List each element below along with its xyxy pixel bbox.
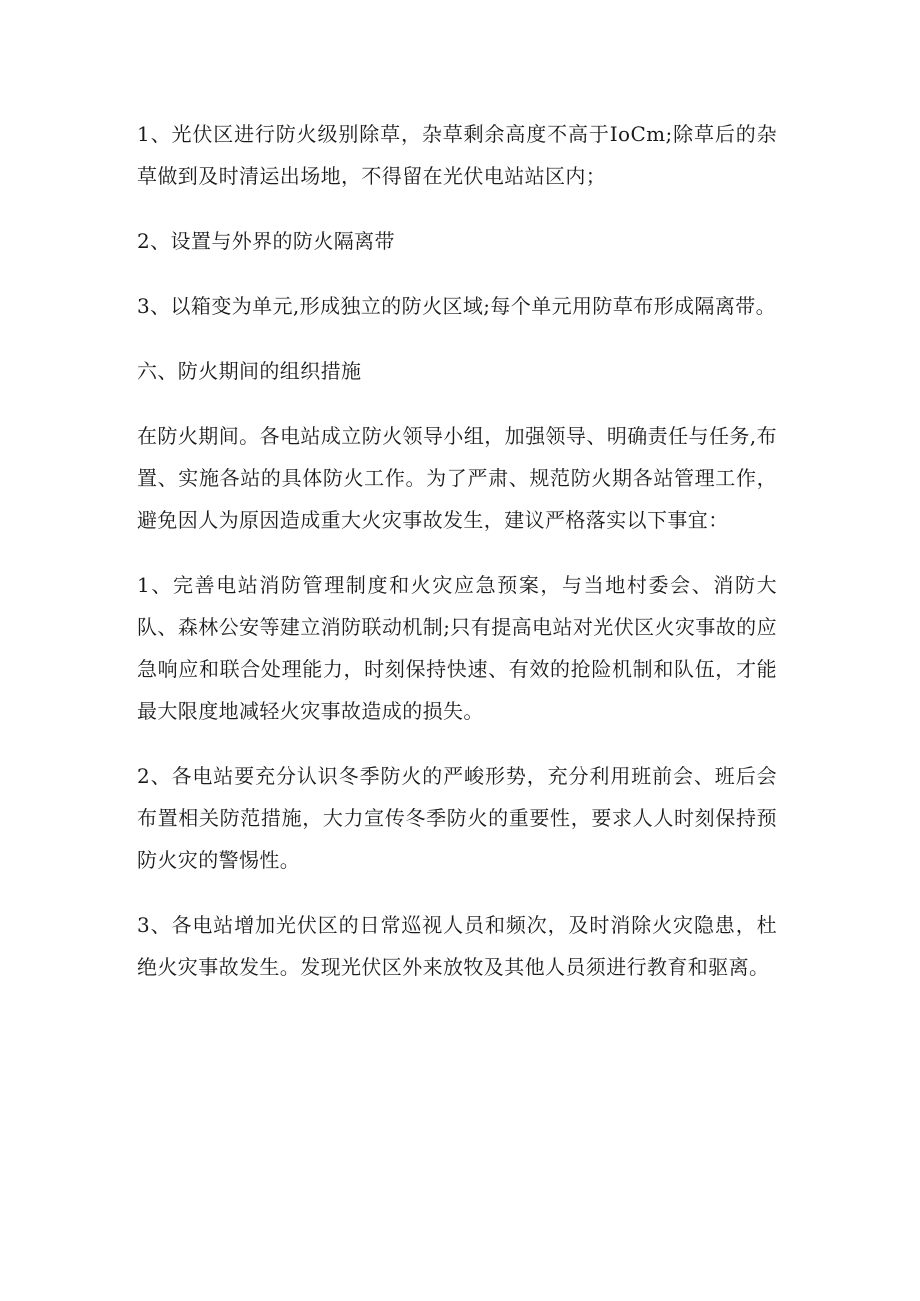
paragraph-item-3: 3、各电站增加光伏区的日常巡视人员和频次，及时消除火灾隐患，杜绝火灾事故发生。发现光伏区外来放牧及其他人员须进行教育和驱离。	[137, 913, 777, 979]
paragraph-weeding: 1、光伏区进行防火级别除草，杂草剩余高度不高于IoCm;除草后的杂草做到及时清运出场地，不得留在光伏电站站区内；	[137, 122, 777, 188]
section-heading: 六、防火期间的组织措施	[137, 359, 362, 383]
document-body	[137, 113, 777, 1011]
paragraph-fire-zones: 3、以箱变为单元,形成独立的防火区域;每个单元用防草布形成隔离带。	[137, 294, 777, 318]
paragraph-intro: 在防火期间。各电站成立防火领导小组，加强领导、明确责任与任务,布置、实施各站的具体防火工作。为了严肃、规范防火期各站管理工作，避免因人为原因造成重大火灾事故发生，建议严格落实以下事宜：	[137, 424, 777, 532]
paragraph-item-2: 2、各电站要充分认识冬季防火的严峻形势，充分利用班前会、班后会布置相关防范措施，大力宣传冬季防火的重要性，要求人人时刻保持预防火灾的警惕性。	[137, 764, 777, 872]
paragraph-item-1: 1、完善电站消防管理制度和火灾应急预案，与当地村委会、消防大队、森林公安等建立消防联动机制;只有提高电站对光伏区火灾事故的应急响应和联合处理能力，时刻保持快速、有效的抢险机制和队伍，才能最大限度地减轻火灾事故造成的损失。	[137, 573, 777, 723]
paragraph-isolation-belt: 2、设置与外界的防火隔离带	[137, 229, 395, 253]
